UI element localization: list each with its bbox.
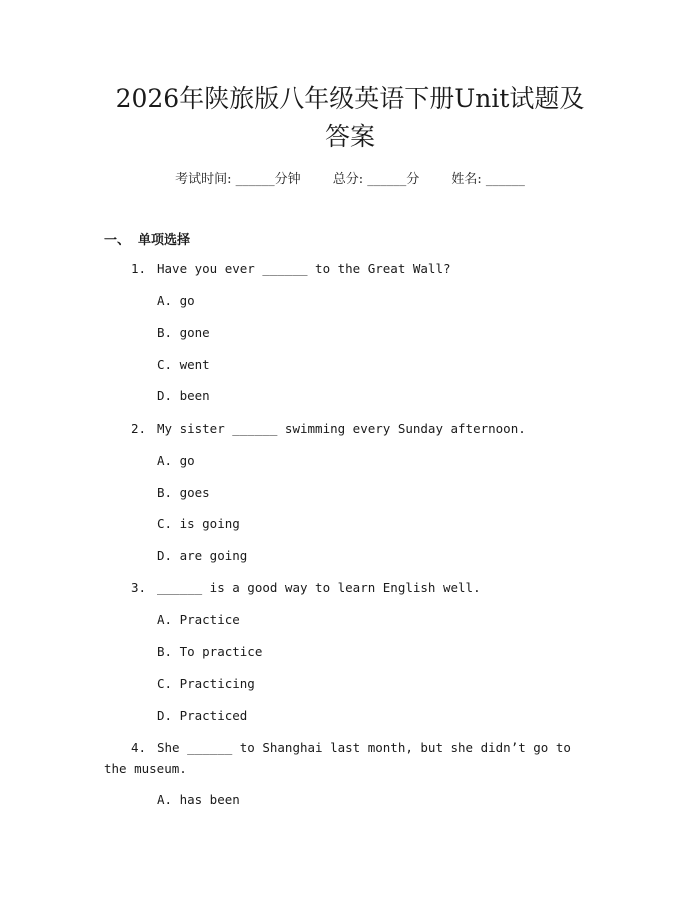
question-stem: She ______ to Shanghai last month, but she didn’t go to the museum.: [104, 740, 571, 776]
student-name: 姓名: ______: [451, 172, 525, 187]
section-heading: [104, 229, 190, 248]
question-stem: My sister ______ swimming every Sunday afternoon.: [157, 421, 526, 436]
question-stem: Have you ever ______ to the Great Wall?: [157, 261, 451, 276]
option: A. has been: [157, 792, 240, 807]
page-title: [0, 80, 700, 156]
option: B. goes: [157, 485, 210, 500]
option: C. went: [157, 357, 210, 372]
option: A. Practice: [157, 612, 240, 627]
option: B. To practice: [157, 644, 263, 659]
option: A. go: [157, 293, 195, 308]
exam-time: 考试时间: ______分钟: [175, 172, 301, 187]
total-score: 总分: ______分: [332, 172, 420, 187]
question-number: 3.: [131, 580, 147, 595]
option: C. is going: [157, 516, 240, 531]
title-line-1: 2026年陕旅版八年级英语下册Unit试题及: [115, 84, 585, 113]
exam-meta: [0, 168, 700, 187]
option: A. go: [157, 453, 195, 468]
question-number: 4.: [131, 740, 147, 755]
section-number: 一、: [104, 233, 131, 248]
option: D. are going: [157, 548, 248, 563]
title-line-2: 答案: [324, 122, 375, 151]
question-3: [131, 580, 481, 595]
option: B. gone: [157, 325, 210, 340]
question-4: [104, 737, 574, 779]
option: C. Practicing: [157, 676, 255, 691]
question-2: [131, 421, 526, 436]
option: D. been: [157, 388, 210, 403]
question-number: 2.: [131, 421, 147, 436]
question-1: [131, 261, 451, 276]
question-stem: ______ is a good way to learn English well.: [157, 580, 481, 595]
section-label: 单项选择: [138, 233, 191, 248]
question-number: 1.: [131, 261, 147, 276]
option: D. Practiced: [157, 708, 248, 723]
